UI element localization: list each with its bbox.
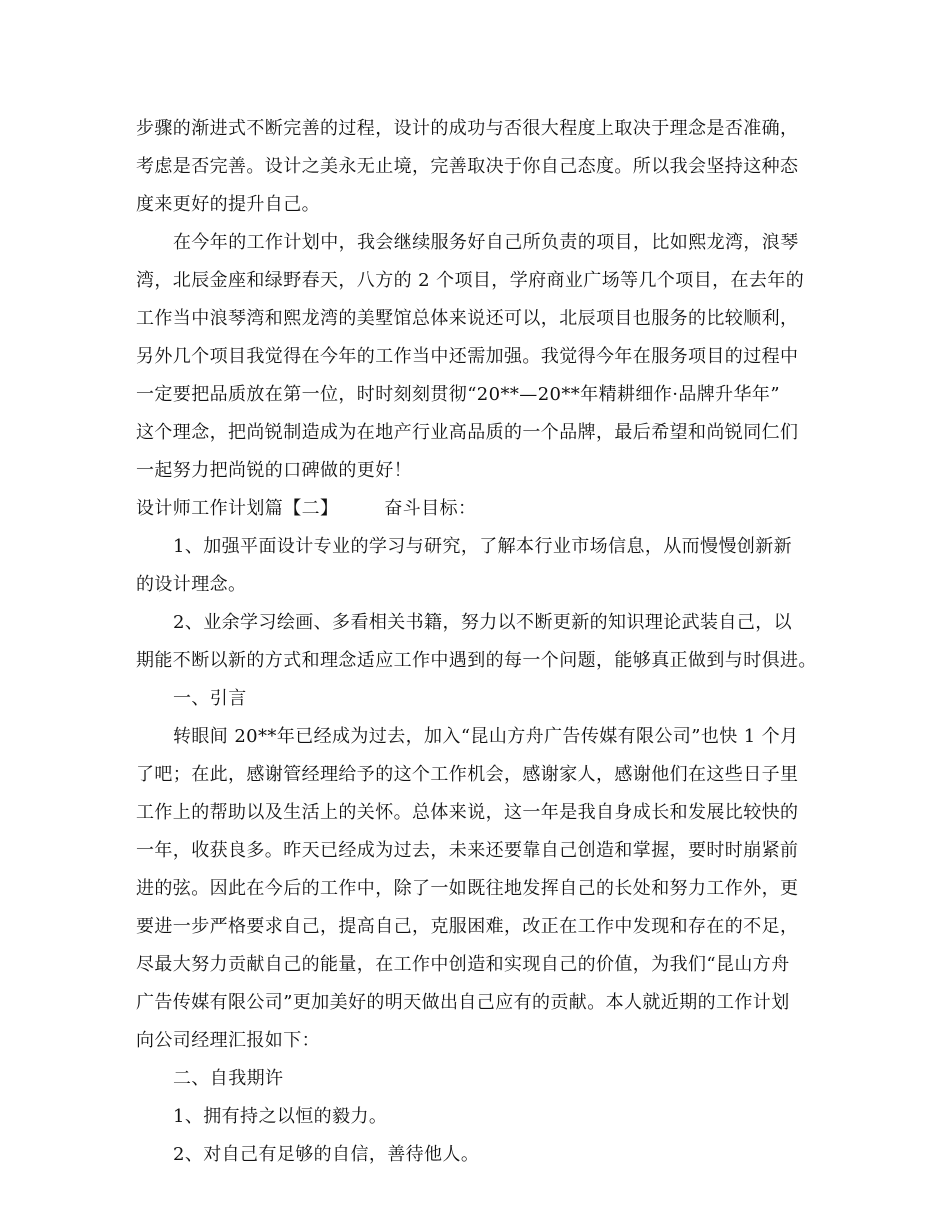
paragraph-line: 度来更好的提升自己。	[136, 194, 320, 215]
list-item-line: 1、加强平面设计专业的学习与研究，了解本行业市场信息，从而慢慢创新新	[173, 536, 793, 557]
goal-label: 奋斗目标：	[384, 498, 477, 519]
paragraph-line: 期能不断以新的方式和理念适应工作中遇到的每一个问题，能够真正做到与时俱进。	[136, 650, 817, 671]
section-heading: 设计师工作计划篇【二】	[136, 498, 339, 519]
paragraph-line: 尽最大努力贡献自己的能量，在工作中创造和实现自己的价值，为我们“昆山方舟	[136, 954, 790, 975]
paragraph-line: 一起努力把尚锐的口碑做的更好！	[136, 460, 412, 481]
list-item-line: 2、业余学习绘画、多看相关书籍，努力以不断更新的知识理论武装自己，以	[173, 612, 793, 633]
subheading-self-expectation: 二、自我期许	[173, 1068, 284, 1089]
paragraph-line: 工作上的帮助以及生活上的关怀。总体来说，这一年是我自身成长和发展比较快的	[136, 802, 799, 823]
paragraph-line: 要进一步严格要求自己，提高自己，克服困难，改正在工作中发现和存在的不足，	[136, 916, 799, 937]
paragraph-line: 转眼间 20**年已经成为过去，加入“昆山方舟广告传媒有限公司”也快 1 个月	[173, 726, 799, 747]
paragraph-line: 的设计理念。	[136, 574, 247, 595]
list-item-line: 2、对自己有足够的自信，善待他人。	[173, 1144, 480, 1165]
paragraph-line: 在今年的工作计划中，我会继续服务好自己所负责的项目，比如熙龙湾，浪琴	[173, 232, 799, 253]
paragraph-line: 一定要把品质放在第一位，时时刻刻贯彻“20**—20**年精耕细作·品牌升华年”	[136, 384, 780, 405]
subheading-intro: 一、引言	[173, 688, 247, 709]
paragraph-line: 了吧；在此，感谢管经理给予的这个工作机会，感谢家人，感谢他们在这些日子里	[136, 764, 799, 785]
section-heading-line	[136, 497, 476, 521]
paragraph-line: 这个理念，把尚锐制造成为在地产行业高品质的一个品牌，最后希望和尚锐同仁们	[136, 422, 799, 443]
paragraph-line: 向公司经理汇报如下：	[136, 1030, 320, 1051]
paragraph-line: 广告传媒有限公司”更加美好的明天做出自己应有的贡献。本人就近期的工作计划	[136, 992, 790, 1013]
paragraph-line: 一年，收获良多。昨天已经成为过去，未来还要靠自己创造和掌握，要时时崩紧前	[136, 840, 799, 861]
paragraph-line: 工作当中浪琴湾和熙龙湾的美墅馆总体来说还可以，北辰项目也服务的比较顺利，	[136, 308, 799, 329]
paragraph-line: 另外几个项目我觉得在今年的工作当中还需加强。我觉得今年在服务项目的过程中	[136, 346, 799, 367]
paragraph-line: 湾，北辰金座和绿野春天，八方的 2 个项目，学府商业广场等几个项目，在去年的	[136, 270, 805, 291]
paragraph-line: 步骤的渐进式不断完善的过程，设计的成功与否很大程度上取决于理念是否准确，	[136, 118, 799, 139]
list-item-line: 1、拥有持之以恒的毅力。	[173, 1106, 388, 1127]
paragraph-line: 进的弦。因此在今后的工作中，除了一如既往地发挥自己的长处和努力工作外，更	[136, 878, 799, 899]
paragraph-line: 考虑是否完善。设计之美永无止境，完善取决于你自己态度。所以我会坚持这种态	[136, 156, 799, 177]
